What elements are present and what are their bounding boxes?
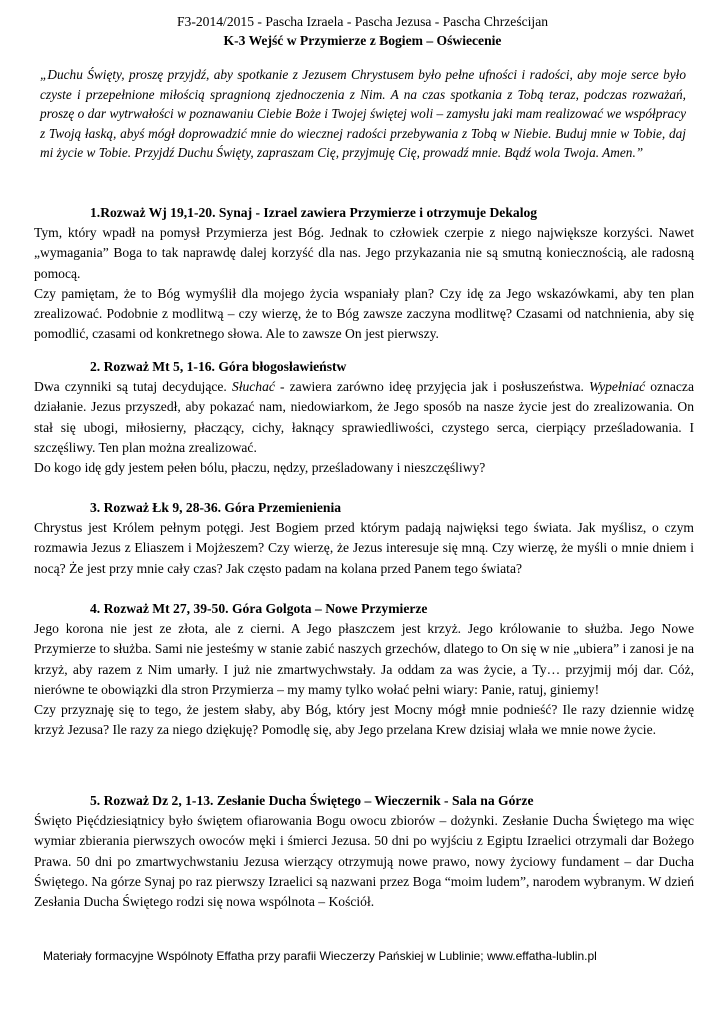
section-1	[34, 203, 694, 344]
section-paragraph: Święto Pięćdziesiątnicy było świętem ofiarowania Bogu owocu zbiorów – dożynki. Zesłanie Ducha Świętego ma więc wymiar zbierania pierwszych owoców męki i śmierci Jezusa. 50 dni po wyjściu z Egiptu Izraelici otrzymali dar Bożego Prawa. 50 dni po zmartwychwstaniu Jezusa wierzący otrzymują nowe prawo, nowy życiowy fundament – dar Ducha Świętego. Na górze Synaj po raz pierwszy Izraelici są nazwani przez Boga “moim ludem”, narodem wybranym. W dzień Zesłania Ducha Świętego rodzi się nowa wspólnota – Kościół.	[34, 813, 694, 910]
document-series-title: F3-2014/2015 - Pascha Izraela - Pascha Jezusa - Pascha Chrześcijan	[176, 14, 549, 29]
section-5	[34, 791, 694, 912]
section-2	[34, 357, 694, 478]
section-paragraph: Chrystus jest Królem pełnym potęgi. Jest Bogiem przed którym padają najwięksi tego świata. Jak myślisz, o czym rozmawia Jezus z Eliaszem i Mojżeszem? Czy wierzę, że Jezus interesuje się mną. Czy wierzę, że myśli o mnie dniem i nocą? Że jest przy mnie cały czas? Jak często padam na kolana przed Panem tego świata?	[34, 520, 694, 576]
section-heading: 3. Rozważ Łk 9, 28-36. Góra Przemienienia	[90, 500, 342, 515]
emphasis-text: Słuchać	[231, 379, 275, 395]
emphasis-text: Wypełniać	[589, 379, 646, 395]
opening-prayer: „Duchu Święty, proszę przyjdź, aby spotkanie z Jezusem Chrystusem było pełne ufności i radości, aby moje serce było czyste i przepełnione miłością spragnioną zjednoczenia z Nim. A na czas spotkania z Tobą teraz, podczas rozważań, proszę o dar wytrwałości w poznawaniu Ciebie Boże i Twojej świętej woli – zamysłu jaki mam realizować we współpracy z Twoją łaską, abyś mógł doprowadzić mnie do wiecznej radości przebywania z Tobą w Niebie. Buduj mnie w Tobie, daj mi życie w Tobie. Przyjdź Duchu Święty, zapraszam Cię, przyjmuję Cię, prowadź mnie. Bądź wola Twoja. Amen.”	[40, 67, 686, 160]
section-3	[34, 498, 694, 579]
section-paragraph: Czy przyznaję się to tego, że jestem słaby, aby Bóg, który jest Mocny mógł mnie podnieść? Ile razy dziennie widzę krzyż Jezusa? Ile razy za niego dziękuję? Pomodlę się, aby Jego przelana Krew dzisiaj wlała we mnie nowe życie.	[34, 702, 694, 738]
paragraph-text: oznacza działanie. Jezus przyszedł, aby pokazać nam, niedowiarkom, że Jego sposób na nasze życie jest do zrealizowania. On stał się ubogi, miłosierny, płaczący, cichy, łaknący sprawiedliwości, czystego serca, cierpiący prześladowania. I szczęśliwy. Ten plan można zrealizować.	[34, 379, 694, 455]
section-heading: 4. Rozważ Mt 27, 39-50. Góra Golgota – Nowe Przymierze	[90, 601, 428, 616]
section-paragraph: Do kogo idę gdy jestem pełen bólu, płaczu, nędzy, prześladowany i nieszczęśliwy?	[34, 460, 486, 476]
paragraph-text: - zawiera zarówno ideę przyjęcia jak i posłuszeństwa.	[274, 379, 590, 395]
section-4	[34, 599, 694, 740]
paragraph-text: Dwa czynniki są tutaj decydujące.	[34, 379, 232, 395]
document-title: K-3 Wejść w Przymierze z Bogiem – Oświecenie	[223, 33, 502, 48]
page-footer: Materiały formacyjne Wspólnoty Effatha przy parafii Wieczerzy Pańskiej w Lublinie; www.effatha-lublin.pl	[43, 949, 597, 963]
section-paragraph: Jego korona nie jest ze złota, ale z cierni. A Jego płaszczem jest krzyż. Jego królowanie to służba. Jego Nowe Przymierze to służba. Sami nie jesteśmy w stanie zabić naszych grzechów, dlatego to On się w nie „ubiera” i zanosi je na krzyż, aby razem z Nim umarły. I już nie zmartwychwstały. Ja oddam za was życie, a Ty… przyjmij mój dar. Cóż, nierówne te obowiązki dla stron Przymierza – my mamy tylko wołać pełni wiary: Panie, ratuj, giniemy!	[34, 621, 694, 697]
section-paragraph: Tym, który wpadł na pomysł Przymierza jest Bóg. Jednak to człowiek czerpie z niego największe korzyści. Nawet „wymagania” Boga to tak naprawdę dalej korzyść dla nas. Jego przykazania nie są smutną koniecznością, ale radosną pomocą.	[34, 225, 694, 281]
section-heading: 1.Rozważ Wj 19,1-20. Synaj - Izrael zawiera Przymierze i otrzymuje Dekalog	[90, 205, 538, 220]
section-paragraph	[34, 377, 694, 458]
section-paragraph: Czy pamiętam, że to Bóg wymyślił dla mojego życia wspaniały plan? Czy idę za Jego wskazówkami, aby ten plan zrealizować. Podobnie z modlitwą – czy wierzę, że to Bóg zawsze zaczyna modlitwę? Czasami od natchnienia, aby się pomodlić, czasami od konkretnego słowa. Ale to zawsze On jest pierwszy.	[34, 285, 694, 342]
section-heading: 5. Rozważ Dz 2, 1-13. Zesłanie Ducha Świętego – Wieczernik - Sala na Górze	[90, 793, 534, 808]
section-heading: 2. Rozważ Mt 5, 1-16. Góra błogosławieństw	[90, 359, 347, 374]
